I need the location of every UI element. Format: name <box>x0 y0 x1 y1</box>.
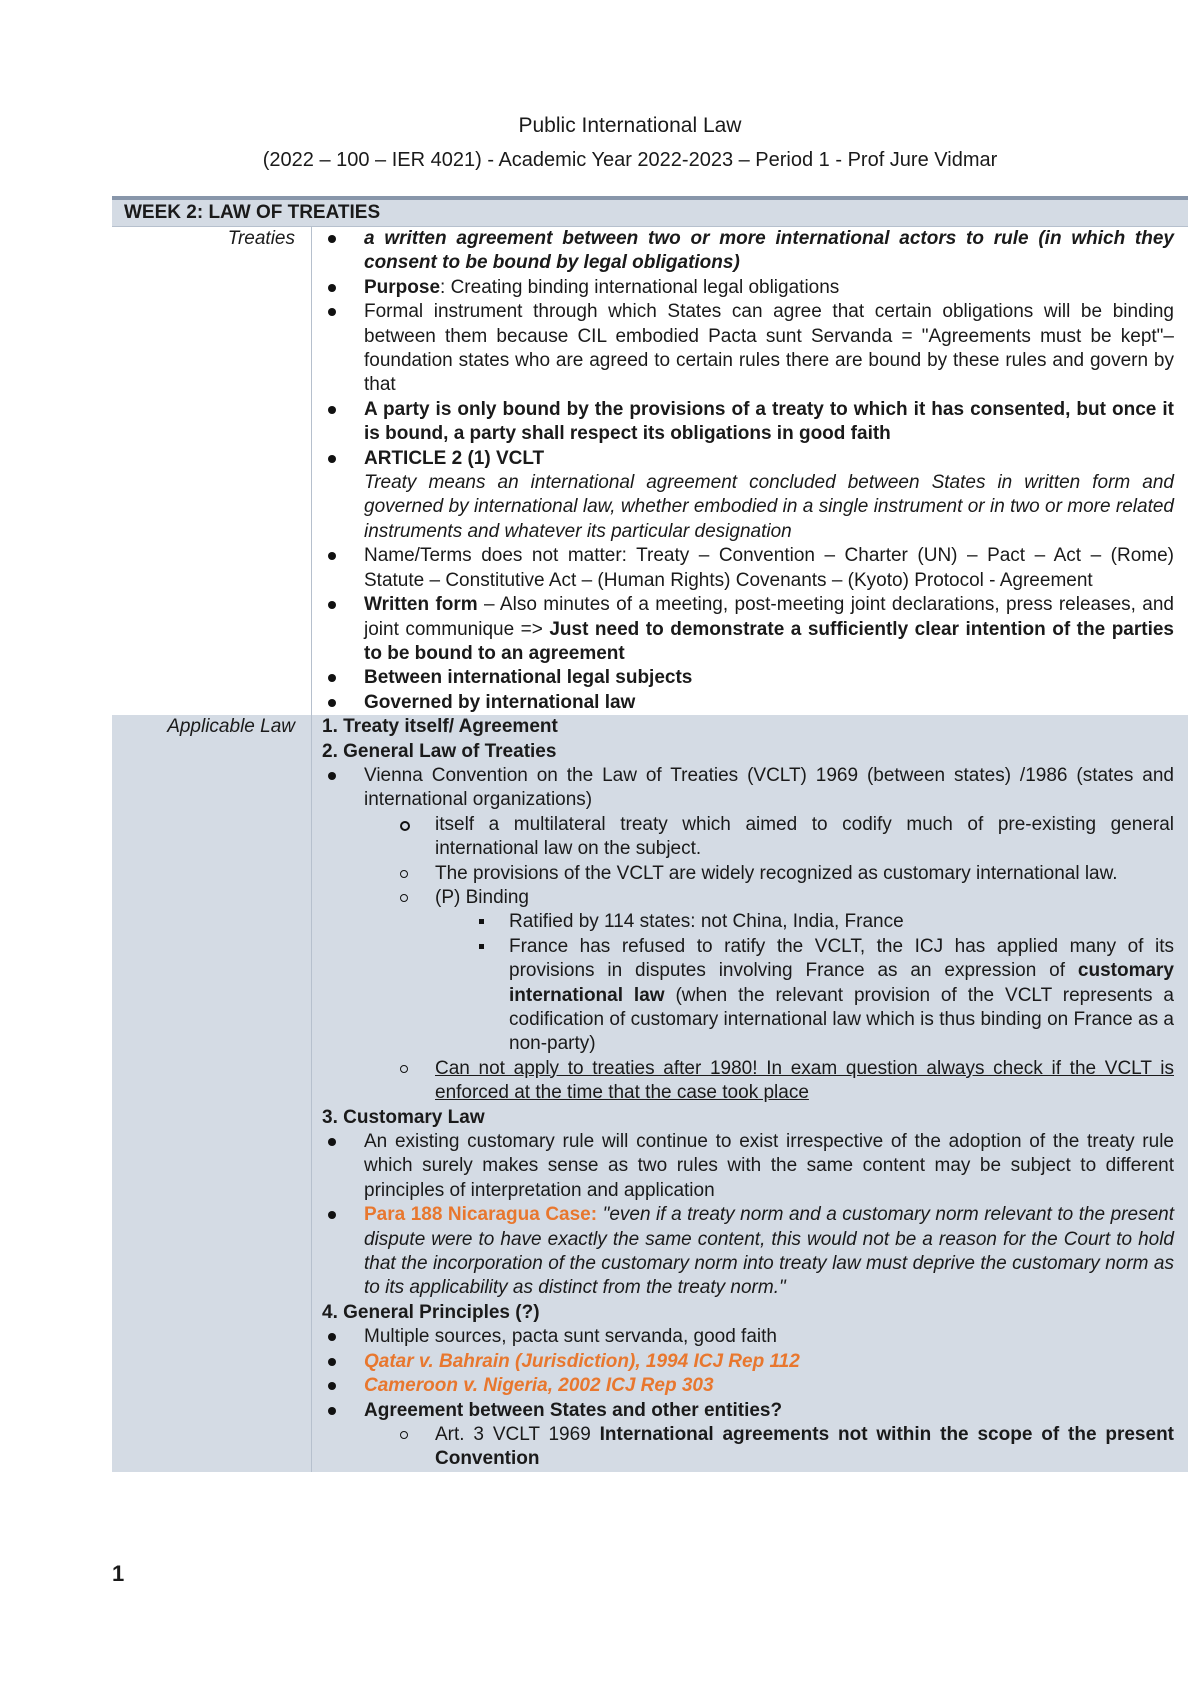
case-citation: Para 188 Nicaragua Case: <box>364 1204 598 1226</box>
list-item: Name/Terms does not matter: Treaty – Convention – Charter (UN) – Pact – Act – (Rome) Statute – Constitutive Act – (Human Rights) Covenants – (Kyoto) Protocol - Agreement <box>322 544 1174 593</box>
case-citation: Qatar v. Bahrain (Jurisdiction), 1994 ICJ Rep 112 <box>322 1350 1174 1374</box>
text: : Creating binding international legal obligations <box>440 276 840 298</box>
sub-sub-list-item <box>322 935 1174 1057</box>
list-item <box>322 593 1174 666</box>
notes-table <box>112 196 1188 1472</box>
list-item <box>322 1203 1174 1301</box>
case-citation: Cameroon v. Nigeria, 2002 ICJ Rep 303 <box>322 1374 1174 1398</box>
section-label: Treaties <box>112 227 312 715</box>
sub-list-item: The provisions of the VCLT are widely recognized as customary international law. <box>322 862 1174 886</box>
emphasis: customary international law <box>509 960 1174 1006</box>
emphasis: Just need to demonstrate a sufficiently clear intention of the parties to be bound to an agreement <box>364 618 1174 664</box>
document-title: Public International Law <box>518 114 742 137</box>
list-item <box>322 447 1174 545</box>
sub-list-item <box>322 1423 1174 1472</box>
sub-list-item: (P) Binding <box>322 886 1174 910</box>
document-subtitle: (2022 – 100 – IER 4021) - Academic Year 2022-2023 – Period 1 - Prof Jure Vidmar <box>262 149 998 171</box>
list-item: Agreement between States and other entities? <box>322 1399 1174 1423</box>
list-item: A party is only bound by the provisions of a treaty to which it has consented, but once it is bound, a party shall respect its obligations in good faith <box>322 398 1174 447</box>
sub-sub-list-item: Ratified by 114 states: not China, India, France <box>322 910 1174 934</box>
term: Purpose <box>364 276 441 298</box>
text: (when the relevant provision of the VCLT represents a codification of customary international law which is thus binding on France as a non-party) <box>509 984 1174 1055</box>
text: France has refused to ratify the VCLT, the ICJ has applied many of its provisions in disputes involving France as an expression of <box>509 935 1174 982</box>
numbered-heading: 2. General Law of Treaties <box>322 740 557 762</box>
section-row-treaties <box>112 227 1188 715</box>
page-number: 1 <box>112 1561 125 1586</box>
section-content <box>312 227 1188 715</box>
sub-list-item: Can not apply to treaties after 1980! In exam question always check if the VCLT is enforced at the time that the case took place <box>322 1057 1174 1106</box>
section-content <box>312 715 1188 1472</box>
article-quote: Treaty means an international agreement concluded between States in written form and governed by international law, whether embodied in a single instrument or in two or more related instruments and whatever its particular designation <box>364 472 1174 542</box>
term: Written form <box>364 594 478 616</box>
list-item <box>322 276 1174 300</box>
article-heading: ARTICLE 2 (1) VCLT <box>364 447 545 469</box>
numbered-heading: 3. Customary Law <box>322 1106 485 1128</box>
numbered-heading: 4. General Principles (?) <box>322 1301 540 1323</box>
section-row-applicable-law <box>112 715 1188 1472</box>
list-item: Governed by international law <box>322 691 1174 715</box>
numbered-heading: 1. Treaty itself/ Agreement <box>322 716 558 738</box>
list-item: Between international legal subjects <box>322 666 1174 690</box>
list-item: a written agreement between two or more international actors to rule (in which they consent to be bound by legal obligations) <box>322 227 1174 276</box>
text: – Also minutes of a meeting, post-meeting joint declarations, press releases, and joint communique => <box>364 594 1174 640</box>
section-label: Applicable Law <box>112 715 312 1472</box>
list-item: Vienna Convention on the Law of Treaties (VCLT) 1969 (between states) /1986 (states and international organizations) <box>322 764 1174 813</box>
sub-list-item: itself a multilateral treaty which aimed to codify much of pre-existing general international law on the subject. <box>322 813 1174 862</box>
emphasis: International agreements not within the scope of the present Convention <box>435 1423 1175 1470</box>
list-item: Multiple sources, pacta sunt servanda, good faith <box>322 1325 1174 1349</box>
list-item: Formal instrument through which States can agree that certain obligations will be binding between them because CIL embodied Pacta sunt Servanda = "Agreements must be kept"– foundation states who are agreed to certain rules there are bound by these rules and govern by that <box>322 300 1174 398</box>
week-heading: WEEK 2: LAW OF TREATIES <box>112 200 1188 227</box>
page-header <box>0 112 1200 174</box>
text: Art. 3 VCLT 1969 <box>435 1423 600 1445</box>
case-quote: "even if a treaty norm and a customary norm relevant to the present dispute were to have exactly the same content, this would not be a reason for the Court to hold that the incorporation of the customary norm into treaty law must deprive the customary norm as to its applicability as distinct from the treaty norm." <box>364 1204 1174 1299</box>
list-item: An existing customary rule will continue to exist irrespective of the adoption of the treaty rule which surely makes sense as two rules with the same content may be subject to different principles of interpretation and application <box>322 1130 1174 1203</box>
